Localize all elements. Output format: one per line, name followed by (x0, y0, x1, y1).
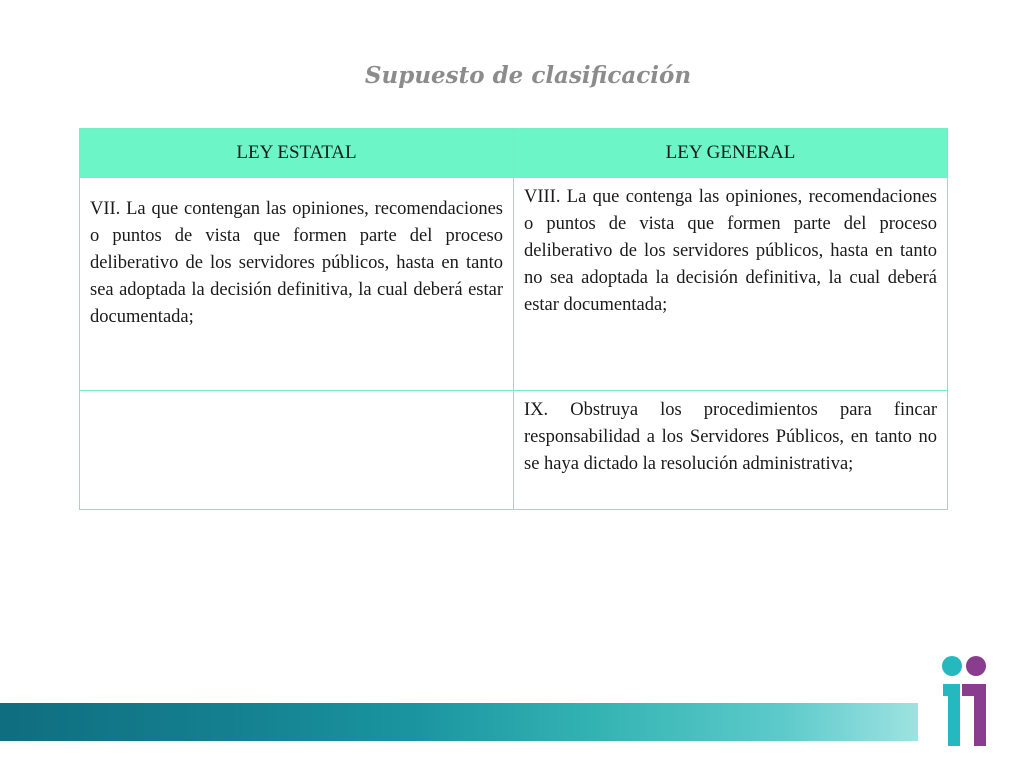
logo-dot-teal (942, 656, 962, 676)
table-cell-estatal: VII. La que contengan las opiniones, recomendaciones o puntos de vista que formen parte del proceso deliberativo de los servidores públicos, hasta en tanto sea adoptada la decisión definitiva, la cual deberá estar documentada; (80, 178, 514, 391)
logo-stem-purple (962, 684, 986, 746)
header-ley-estatal: LEY ESTATAL (80, 129, 514, 178)
table-row (80, 178, 948, 391)
table-header-row (80, 129, 948, 178)
table-row (80, 391, 948, 510)
comparison-table (79, 128, 948, 510)
table-cell-estatal-empty (80, 391, 514, 510)
page-title: Supuesto de clasificación (364, 62, 692, 89)
header-ley-general: LEY GENERAL (514, 129, 948, 178)
table-cell-general: VIII. La que contenga las opiniones, recomendaciones o puntos de vista que formen parte del proceso deliberativo de los servidores públicos, hasta en tanto no sea adoptada la decisión definitiva, la cual deberá estar documentada; (514, 178, 948, 391)
logo-dot-purple (966, 656, 986, 676)
logo-stem-teal (943, 684, 960, 746)
footer-gradient-band (0, 703, 918, 741)
institution-logo-icon (938, 654, 994, 748)
table-cell-general: IX. Obstruya los procedimientos para fincar responsabilidad a los Servidores Públicos, en tanto no se haya dictado la resolución administrativa; (514, 391, 948, 510)
